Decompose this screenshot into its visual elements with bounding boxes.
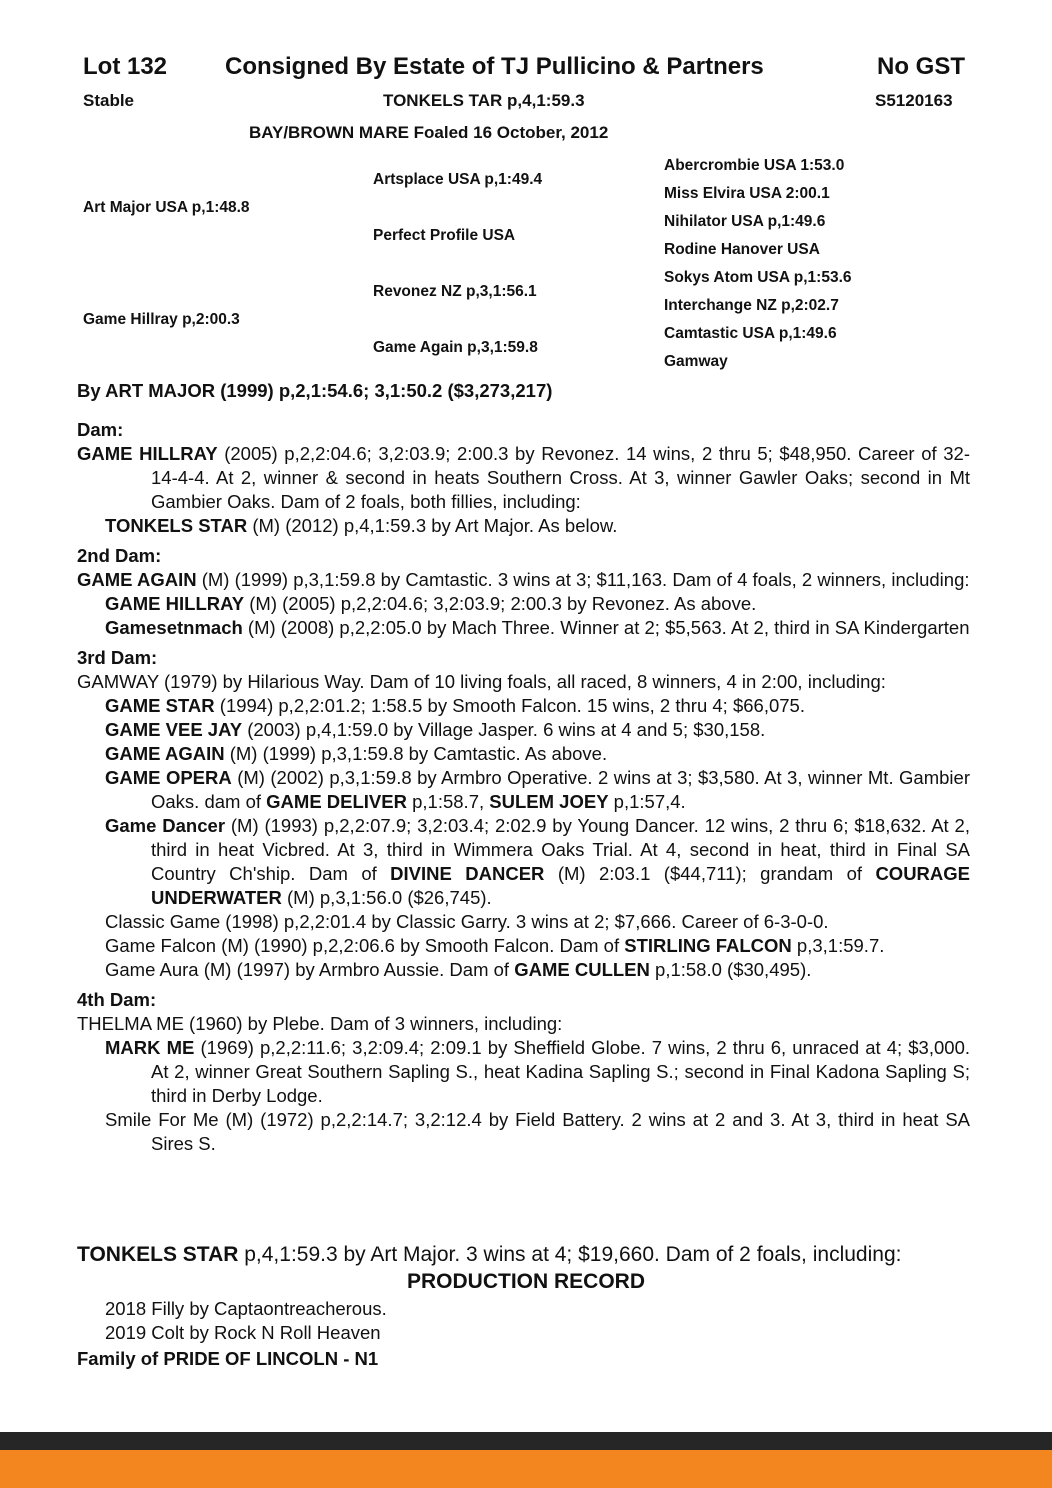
- pedigree-gen3: Abercrombie USA 1:53.0: [664, 157, 845, 174]
- dam3-progeny: GAME AGAIN (M) (1999) p,3,1:59.8 by Camtastic. As above.: [105, 743, 608, 764]
- dam2-entry: GAME AGAIN (M) (1999) p,3,1:59.8 by Camtastic. 3 wins at 3; $11,163. Dam of 4 foals, 2 winners, including:: [77, 569, 970, 590]
- lot-summary: TONKELS STAR p,4,1:59.3 by Art Major. 3 wins at 4; $19,660. Dam of 2 foals, including:: [77, 1243, 902, 1266]
- footer-dark-band: [0, 1432, 1052, 1450]
- sire-line: By ART MAJOR (1999) p,2,1:54.6; 3,1:50.2 ($3,273,217): [77, 380, 553, 401]
- pedigree-gen3: Miss Elvira USA 2:00.1: [664, 185, 830, 202]
- pedigree-gen3: Camtastic USA p,1:49.6: [664, 325, 837, 342]
- dam2-progeny: GAME HILLRAY (M) (2005) p,2,2:04.6; 3,2:03.9; 2:00.3 by Revonez. As above.: [105, 593, 757, 614]
- consignor: Consigned By Estate of TJ Pullicino & Partners: [225, 53, 764, 80]
- pedigree-gen3: Gamway: [664, 353, 728, 370]
- dam4-progeny: MARK ME (1969) p,2,2:11.6; 3,2:09.4; 2:09.1 by Sheffield Globe. 7 wins, 2 thru 6, unraced at 4; $3,000. At 2, winner Great Southern Sapling S., heat Kadina Sapling S.; second in Final Kadona Sapling S; third in Derby Lodge.: [105, 1037, 970, 1106]
- pedigree-gen3: Sokys Atom USA p,1:53.6: [664, 269, 852, 286]
- gst-status: No GST: [877, 53, 965, 80]
- dam3-heading: 3rd Dam:: [77, 647, 158, 668]
- pedigree-body: [77, 412, 970, 1156]
- dam3-progeny: Game Falcon (M) (1990) p,2,2:06.6 by Smooth Falcon. Dam of STIRLING FALCON p,3,1:59.7.: [105, 935, 885, 956]
- pedigree-dam-dam: Game Again p,3,1:59.8: [373, 339, 538, 356]
- pedigree-dam: Game Hillray p,2:00.3: [83, 311, 240, 328]
- pedigree-gen3: Rodine Hanover USA: [664, 241, 820, 258]
- production-item: 2019 Colt by Rock N Roll Heaven: [105, 1322, 381, 1343]
- dam2-heading: 2nd Dam:: [77, 545, 162, 566]
- dam-progeny: TONKELS STAR (M) (2012) p,4,1:59.3 by Art Major. As below.: [105, 515, 618, 536]
- footer-orange-band: [0, 1450, 1052, 1488]
- horse-id: S5120163: [875, 91, 953, 110]
- dam4-entry: THELMA ME (1960) by Plebe. Dam of 3 winners, including:: [77, 1013, 563, 1034]
- dam3-progeny: Game Aura (M) (1997) by Armbro Aussie. Dam of GAME CULLEN p,1:58.0 ($30,495).: [105, 959, 812, 980]
- pedigree-sire-dam: Perfect Profile USA: [373, 227, 516, 244]
- pedigree-sire: Art Major USA p,1:48.8: [83, 199, 250, 216]
- production-item: 2018 Filly by Captaontreacherous.: [105, 1298, 387, 1319]
- pedigree-gen3: Nihilator USA p,1:49.6: [664, 213, 826, 230]
- dam3-progeny: GAME OPERA (M) (2002) p,3,1:59.8 by Armbro Operative. 2 wins at 3; $3,580. At 3, winner Mt. Gambier Oaks. dam of GAME DELIVER p,1:58.7, SULEM JOEY p,1:57,4.: [105, 767, 970, 812]
- horse-name: TONKELS TAR p,4,1:59.3: [383, 91, 585, 110]
- dam4-heading: 4th Dam:: [77, 989, 157, 1010]
- pedigree-dam-sire: Revonez NZ p,3,1:56.1: [373, 283, 537, 300]
- dam3-progeny: GAME STAR (1994) p,2,2:01.2; 1:58.5 by Smooth Falcon. 15 wins, 2 thru 4; $66,075.: [105, 695, 805, 716]
- location: Stable: [83, 91, 135, 110]
- lot-number: Lot 132: [83, 53, 168, 80]
- dam2-progeny: Gamesetnmach (M) (2008) p,2,2:05.0 by Mach Three. Winner at 2; $5,563. At 2, third in SA Kindergarten: [105, 617, 970, 638]
- dam-heading: Dam:: [77, 419, 124, 440]
- horse-description: BAY/BROWN MARE Foaled 16 October, 2012: [249, 123, 609, 142]
- pedigree-gen3: Interchange NZ p,2:02.7: [664, 297, 839, 314]
- dam3-progeny: Game Dancer (M) (1993) p,2,2:07.9; 3,2:03.4; 2:02.9 by Young Dancer. 12 wins, 2 thru 6; $18,632. At 2, third in heat Vicbred. At 3, third in Wimmera Oaks Trial. At 4, second in heat, third in Final SA Country Ch'ship. Dam of DIVINE DANCER (M) 2:03.1 ($44,711); grandam of COURAGE UNDERWATER (M) p,3,1:56.0 ($26,745).: [105, 815, 970, 908]
- dam4-progeny: Smile For Me (M) (1972) p,2,2:14.7; 3,2:12.4 by Field Battery. 2 wins at 2 and 3. At 3, third in heat SA Sires S.: [105, 1109, 970, 1154]
- pedigree-sire-sire: Artsplace USA p,1:49.4: [373, 171, 543, 188]
- family-line: Family of PRIDE OF LINCOLN - N1: [77, 1348, 379, 1369]
- dam3-progeny: GAME VEE JAY (2003) p,4,1:59.0 by Village Jasper. 6 wins at 4 and 5; $30,158.: [105, 719, 766, 740]
- dam3-progeny: Classic Game (1998) p,2,2:01.4 by Classic Garry. 3 wins at 2; $7,666. Career of 6-3-0-0.: [105, 911, 829, 932]
- production-record-title: PRODUCTION RECORD: [406, 1270, 645, 1293]
- dam-entry: GAME HILLRAY (2005) p,2,2:04.6; 3,2:03.9; 2:00.3 by Revonez. 14 wins, 2 thru 5; $48,950. Career of 32-14-4-4. At 2, winner & second in heats Southern Cross. At 3, winner Gawler Oaks; second in Mt Gambier Oaks. Dam of 2 foals, both fillies, including:: [77, 443, 970, 512]
- dam3-entry: GAMWAY (1979) by Hilarious Way. Dam of 10 living foals, all raced, 8 winners, 4 in 2:00, including:: [77, 671, 886, 692]
